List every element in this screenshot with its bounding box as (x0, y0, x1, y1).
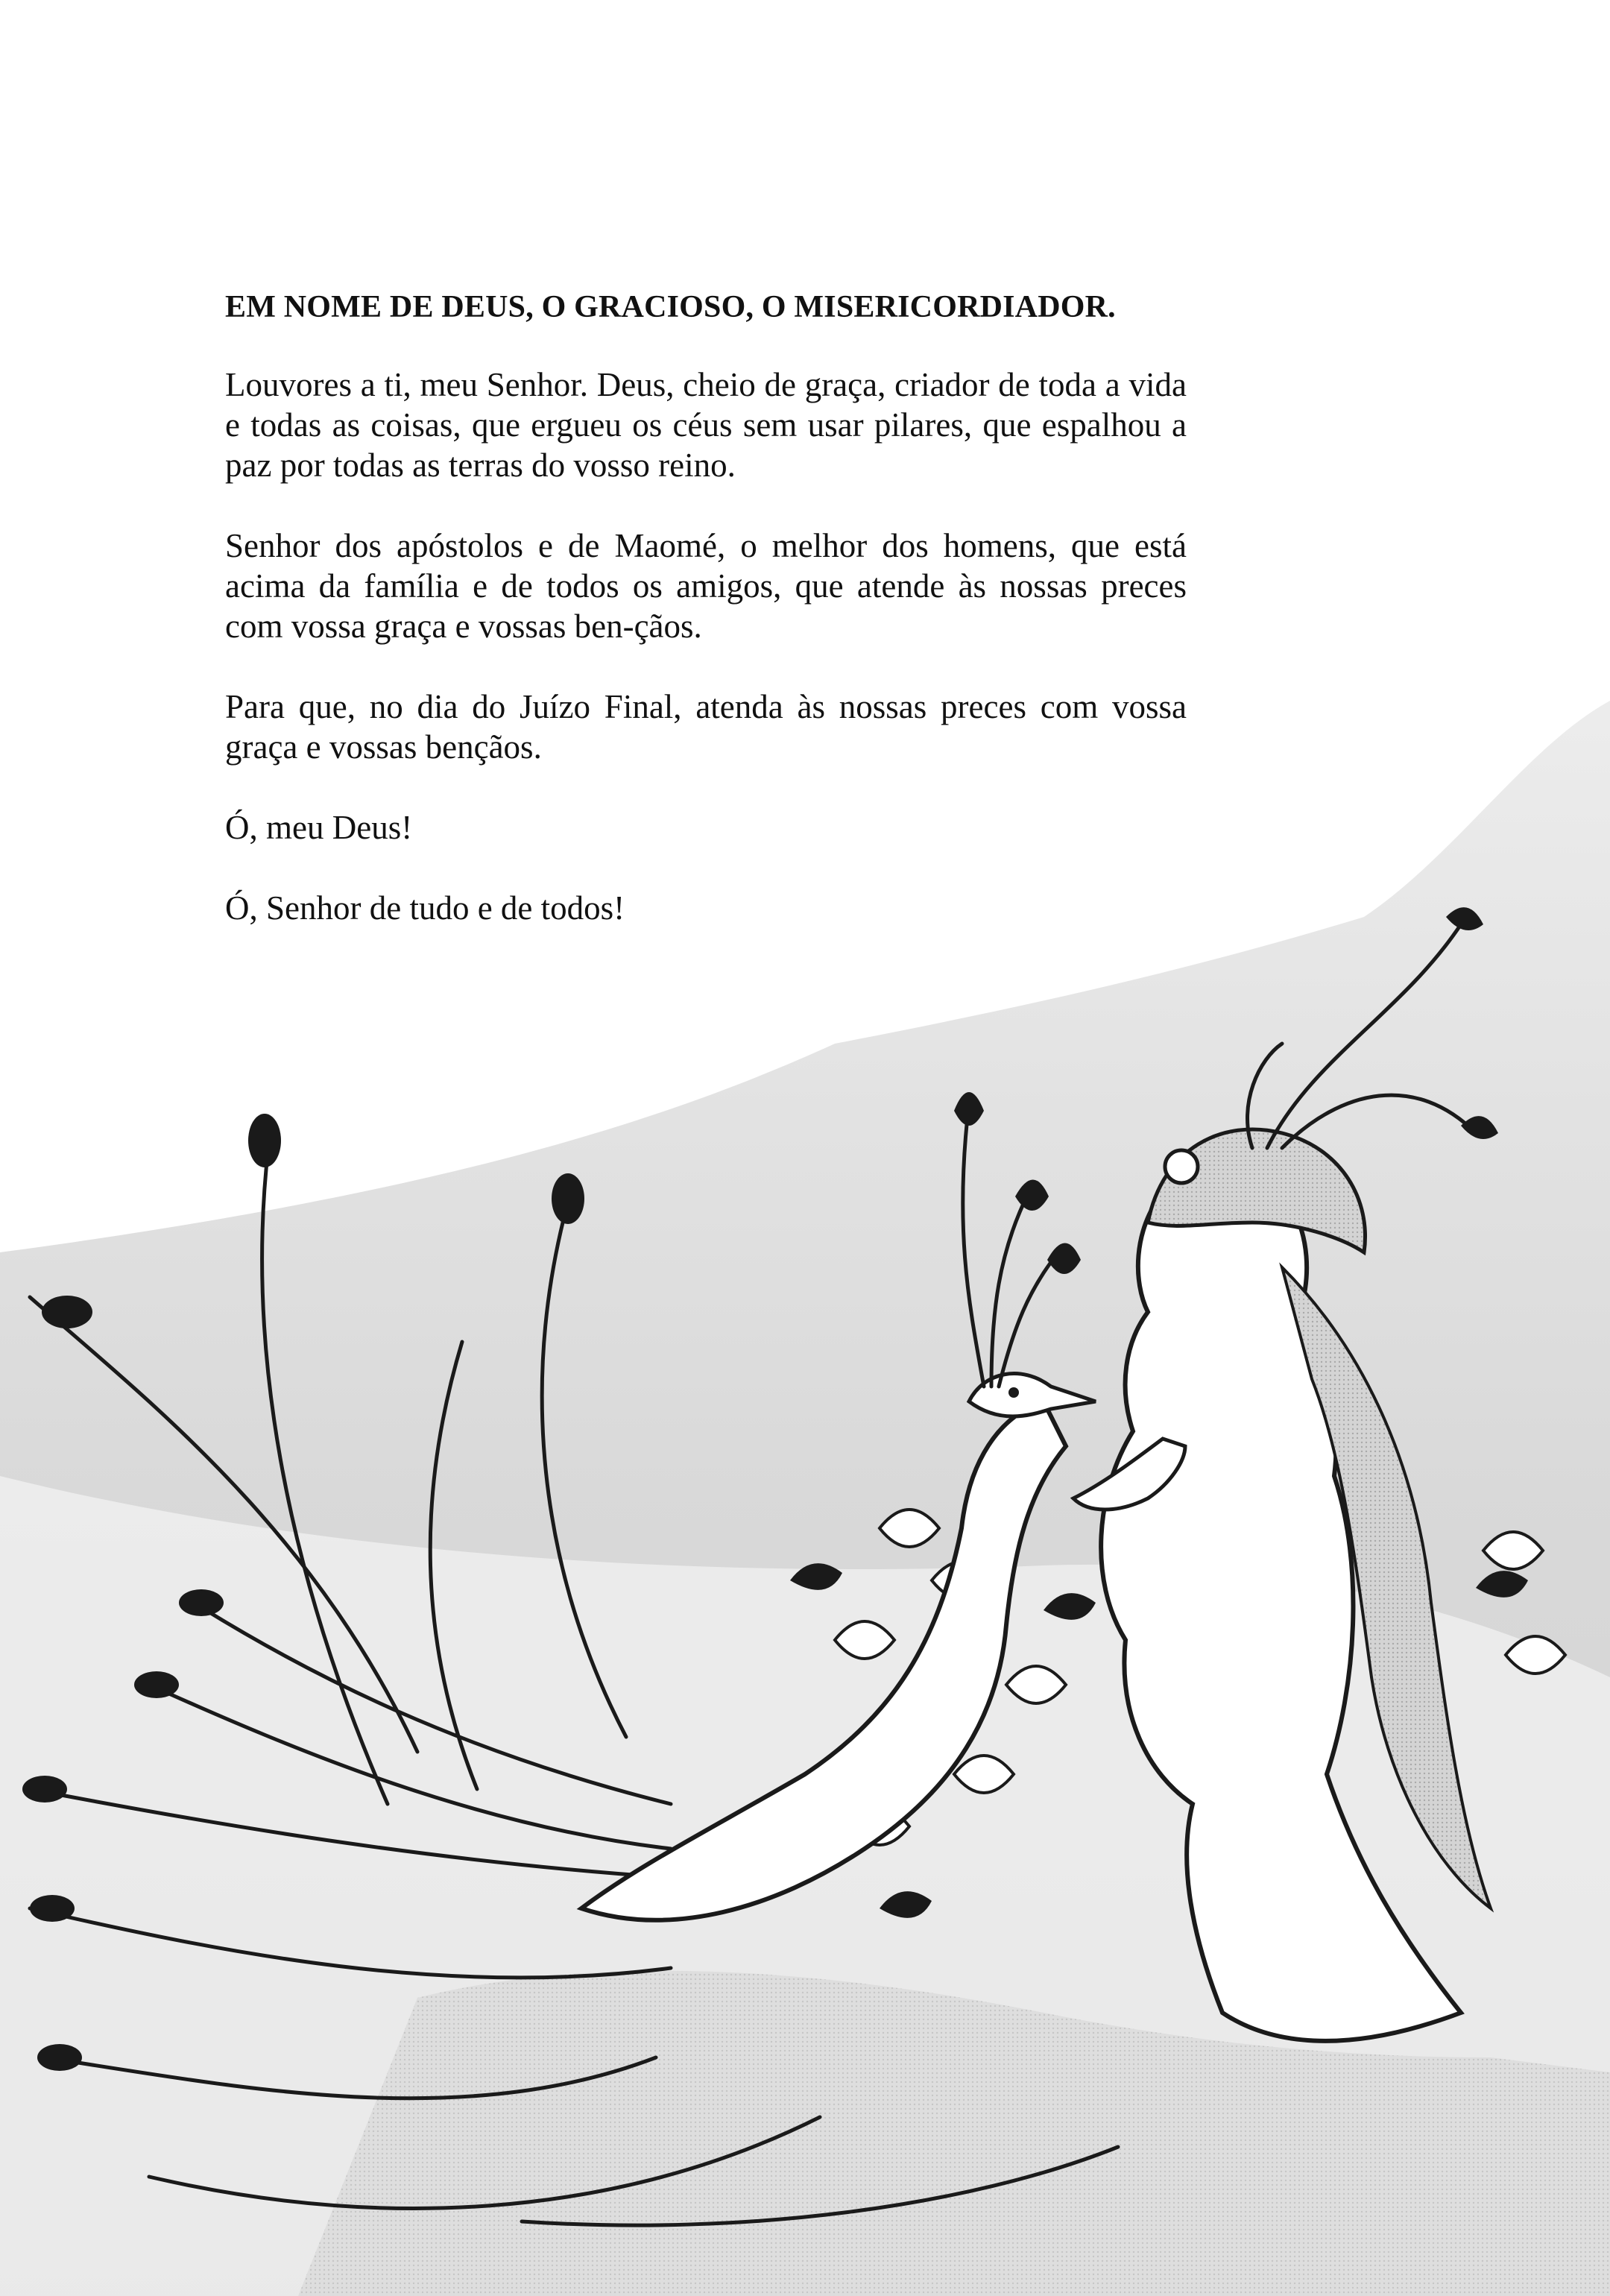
prayer-text-block (225, 287, 1187, 968)
paragraph-oh-lord-of-all: Ó, Senhor de tudo e de todos! (225, 889, 625, 927)
page-heading: EM NOME DE DEUS, O GRACIOSO, O MISERICORDIADOR. (225, 290, 1116, 324)
paragraph-oh-my-god: Ó, meu Deus! (225, 809, 413, 846)
paragraph-lord-of-apostles: Senhor dos apóstolos e de Maomé, o melhor dos homens, que está acima da família e de todos os amigos, que atende às nossas preces com vossa graça e vossas ben-çãos. (225, 527, 1187, 645)
paragraph-praise: Louvores a ti, meu Senhor. Deus, cheio de graça, criador de toda a vida e todas as coisas, que ergueu os céus sem usar pilares, que espalhou a paz por todas as terras do vosso reino. (225, 366, 1187, 484)
paragraph-judgment-day: Para que, no dia do Juízo Final, atenda às nossas preces com vossa graça e vossas bençãos. (225, 688, 1187, 766)
